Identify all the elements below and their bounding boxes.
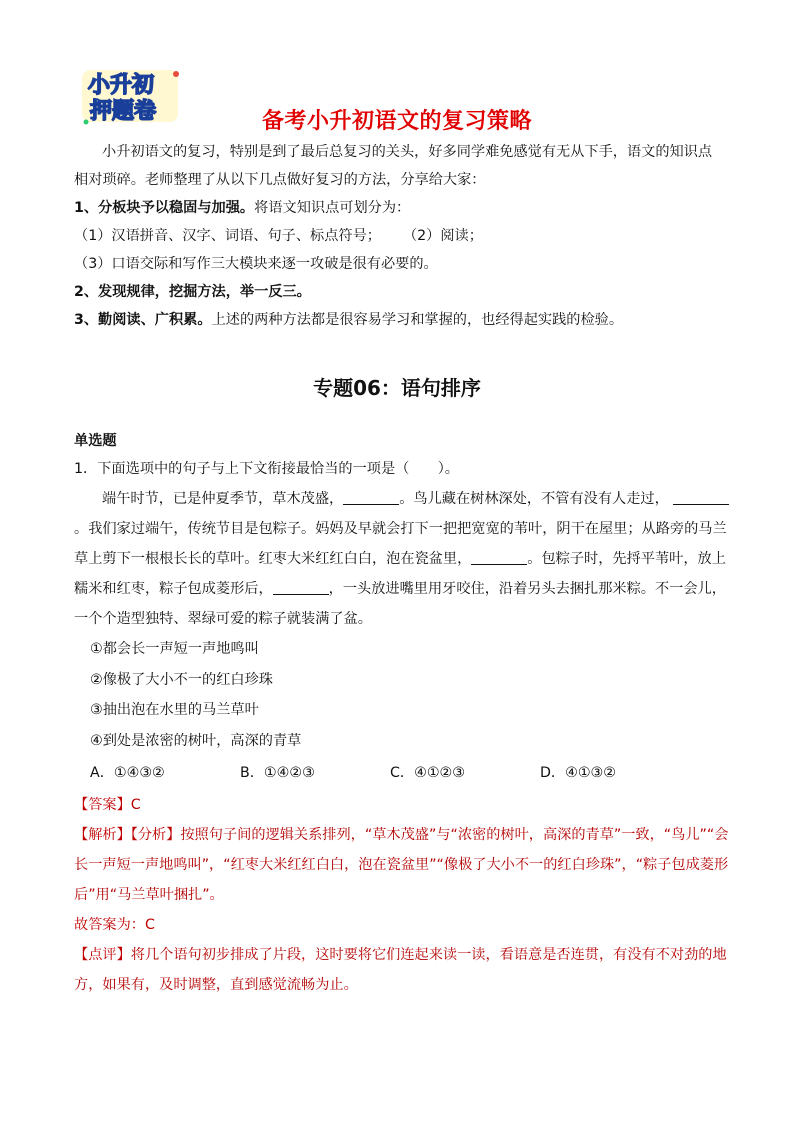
final-answer: 故答案为：C	[74, 917, 155, 933]
answer-line	[74, 790, 730, 820]
analysis-label: 【解析】【分析】	[74, 827, 181, 843]
comment-paragraph	[74, 940, 730, 1000]
passage-segment-3: 。我们家过端午，传统节目是包粽子。妈妈及早就会打下一把把宽宽的苇叶，阴干在屋里；从路旁的马兰草上剪下一根根长长的草叶。红枣大米红红白白，泡在瓷盆里，	[74, 521, 727, 567]
passage-segment-5: ，一头放进嘴里用牙咬住，沿着另头去捆扎那米粽。不一会儿，一个个造型独特、翠绿可爱的粽子就装满了盆。	[74, 581, 726, 627]
strategy-item-3-heading: 3、勤阅读、广积累。	[74, 312, 212, 328]
answer-value: C	[130, 797, 141, 813]
question-passage	[74, 484, 730, 634]
answer-label: 【答案】	[74, 797, 131, 813]
question-stem: 1．下面选项中的句子与上下文衔接最恰当的一项是（ ）。	[74, 461, 459, 477]
question-block	[74, 428, 730, 1000]
intro-paragraph: 小升初语文的复习，特别是到了最后总复习的关头，好多同学难免感觉有无从下手，语文的知识点相对琐碎。老师整理了从以下几点做好复习的方法，分享给大家：	[74, 144, 713, 188]
svg-text:押题卷: 押题卷	[90, 99, 157, 124]
section-label: 单选题	[74, 433, 117, 449]
blank-2	[673, 486, 729, 505]
strategy-item-2: 2、发现规律，挖掘方法，举一反三。	[74, 284, 311, 300]
comment-text: 将几个语句初步排成了片段，这时要将它们连起来读一读，看语意是否连贯，有没有不对劲的地方，如果有，及时调整，直到感觉流畅为止。	[74, 947, 727, 993]
passage-segment-4: 。包粽子时，先捋平苇叶，放上糯米和红枣，粽子包成菱形后，	[74, 551, 726, 597]
comment-label: 【点评】	[74, 947, 131, 963]
blank-4	[273, 576, 329, 595]
choice-c: C．④①②③	[390, 765, 465, 781]
strategy-item-1-heading: 1、分板块予以稳固与加强。	[74, 200, 255, 216]
topic-title: 专题06：语句排序	[313, 376, 481, 400]
passage-segment-1: 端午时节，已是仲夏季节，草木茂盛，	[102, 491, 344, 507]
strategy-item-1	[74, 194, 724, 222]
sentence-option-1: ①都会长一声短一声地鸣叫	[90, 641, 259, 657]
blank-3	[471, 546, 527, 565]
intro-section	[74, 138, 724, 334]
passage-segment-2: 。鸟儿藏在树林深处，不管有没有人走过，	[399, 491, 669, 507]
choice-b: B．①④②③	[240, 765, 315, 781]
sub-item-3: （3）口语交际和写作三大模块来逐一攻破是很有必要的。	[74, 256, 438, 272]
sub-item-1: （1）汉语拼音、汉字、词语、句子、标点符号；	[74, 228, 381, 244]
strategy-item-1-text: 将语文知识点可划分为：	[254, 200, 411, 216]
blank-1	[343, 486, 399, 505]
choice-a: A．①④③②	[90, 765, 165, 781]
page-title: 备考小升初语文的复习策略	[261, 109, 532, 134]
answer-choices	[74, 758, 730, 788]
analysis-paragraph	[74, 820, 730, 910]
answer-section	[74, 790, 730, 1000]
strategy-item-3-text: 上述的两种方法都是很容易学习和掌握的，也经得起实践的检验。	[211, 312, 624, 328]
analysis-text: 按照句子间的逻辑关系排列，“草木茂盛”与“浓密的树叶，高深的青草”一致，“鸟儿”“会长一声短一声地鸣叫”，“红枣大米红红白白，泡在瓷盆里”“像极了大小不一的红白珍珠”，“粽子包成菱形后”用“马兰草叶捆扎”。	[74, 827, 729, 903]
sub-item-2: （2）阅读；	[402, 228, 483, 244]
sentence-options	[74, 634, 730, 756]
sentence-option-4: ④到处是浓密的树叶，高深的青草	[90, 732, 302, 749]
strategy-item-1-sub	[74, 222, 724, 250]
sentence-option-2: ②像极了大小不一的红白珍珠	[90, 671, 273, 688]
svg-text:小升初: 小升初	[88, 73, 155, 98]
strategy-item-3	[74, 306, 724, 334]
sentence-option-3: ③抽出泡在水里的马兰草叶	[90, 702, 259, 718]
choice-d: D．④①③②	[540, 765, 616, 781]
